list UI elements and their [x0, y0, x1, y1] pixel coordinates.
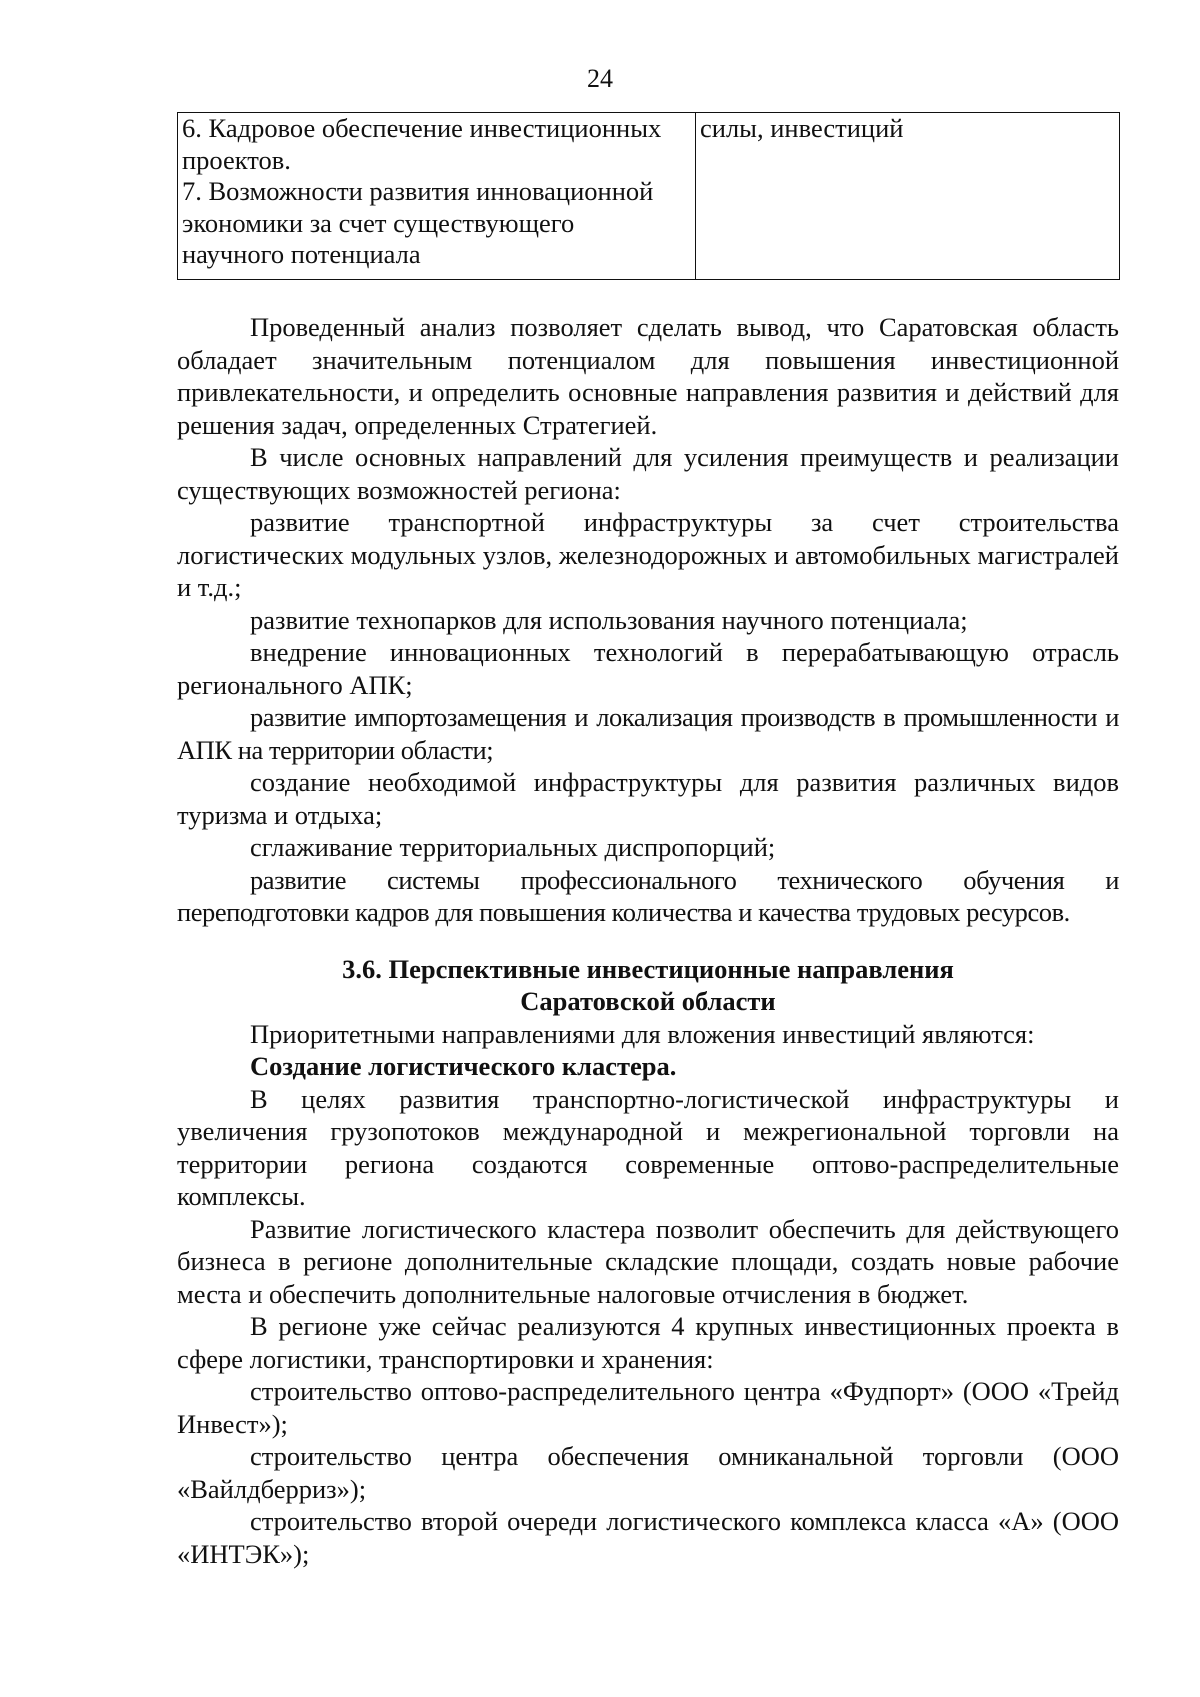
table-cell-line: 6. Кадровое обеспечение инвестиционных — [182, 113, 662, 143]
list-item-technoparks: развитие технопарков для использования научного потенциала; — [250, 604, 968, 635]
paragraph-logistics-infrastructure: В целях развития транспортно-логистической инфраструктуры и увеличения грузопотоков международной и межрегиональной торговли на территории региона создаются современные оптово-распределительные комплексы. — [177, 1083, 1119, 1211]
list-item-territorial-disproportions: сглаживание территориальных диспропорций; — [250, 832, 776, 862]
table-row — [178, 113, 1120, 280]
paragraph-priority-directions: Приоритетными направлениями для вложения инвестиций являются: — [250, 1018, 1035, 1049]
list-item-wildberries: строительство центра обеспечения омниканальной торговли (ООО «Вайлдберриз»); — [177, 1441, 1119, 1504]
table-cell-line: силы, инвестиций — [700, 113, 904, 143]
body-text — [177, 311, 1119, 1570]
table-cell-line: 7. Возможности развития инновационной — [182, 176, 654, 206]
table-cell-right — [696, 113, 1120, 280]
list-item-intek: строительство второй очереди логистического комплекса класса «А» (ООО «ИНТЭК»); — [177, 1506, 1119, 1569]
paragraph-main-directions-intro: В числе основных направлений для усиления преимуществ и реализации существующих возможностей региона: — [177, 442, 1119, 505]
paragraph-analysis-conclusion: Проведенный анализ позволяет сделать вывод, что Саратовская область обладает значительным потенциалом для повышения инвестиционной привлекательности, и определить основные направления развития и действий для решения задач, определенных Стратегией. — [177, 312, 1119, 440]
section-heading-line: 3.6. Перспективные инвестиционные направления — [342, 953, 954, 984]
table-cell-left — [178, 113, 696, 280]
table-cell-line: экономики за счет существующего — [182, 207, 575, 238]
subheading-logistics-cluster: Создание логистического кластера. — [250, 1051, 677, 1081]
list-item-innovative-technologies: внедрение инновационных технологий в перерабатывающую отрасль регионального АПК; — [177, 637, 1119, 700]
list-item-import-substitution: развитие импортозамещения и локализация производств в промышленности и АПК на территории области; — [177, 702, 1119, 765]
table-cell-line: проектов. — [182, 144, 291, 175]
table-cell-line: научного потенциала — [182, 239, 421, 269]
section-heading-line: Саратовской области — [520, 986, 776, 1016]
paragraph-logistics-cluster-benefits: Развитие логистического кластера позволит обеспечить для действующего бизнеса в регионе дополнительные складские площади, создать новые рабочие места и обеспечить дополнительные налоговые отчисления в бюджет. — [177, 1213, 1119, 1309]
section-heading — [177, 953, 1119, 1018]
paragraph-logistics-projects-intro: В регионе уже сейчас реализуются 4 крупных инвестиционных проекта в сфере логистики, транспортировки и хранения: — [177, 1311, 1119, 1374]
list-item-tourism-infrastructure: создание необходимой инфраструктуры для развития различных видов туризма и отдыха; — [177, 767, 1119, 830]
summary-table — [177, 112, 1120, 280]
list-item-professional-training: развитие системы профессионального технического обучения и переподготовки кадров для повышения количества и качества трудовых ресурсов. — [177, 864, 1119, 927]
list-item-foodport: строительство оптово-распределительного центра «Фудпорт» (ООО «Трейд Инвест»); — [177, 1376, 1119, 1439]
list-item-transport-infrastructure: развитие транспортной инфраструктуры за счет строительства логистических модульных узлов, железнодорожных и автомобильных магистралей и т.д.; — [177, 507, 1119, 602]
page-number: 24 — [587, 64, 613, 93]
